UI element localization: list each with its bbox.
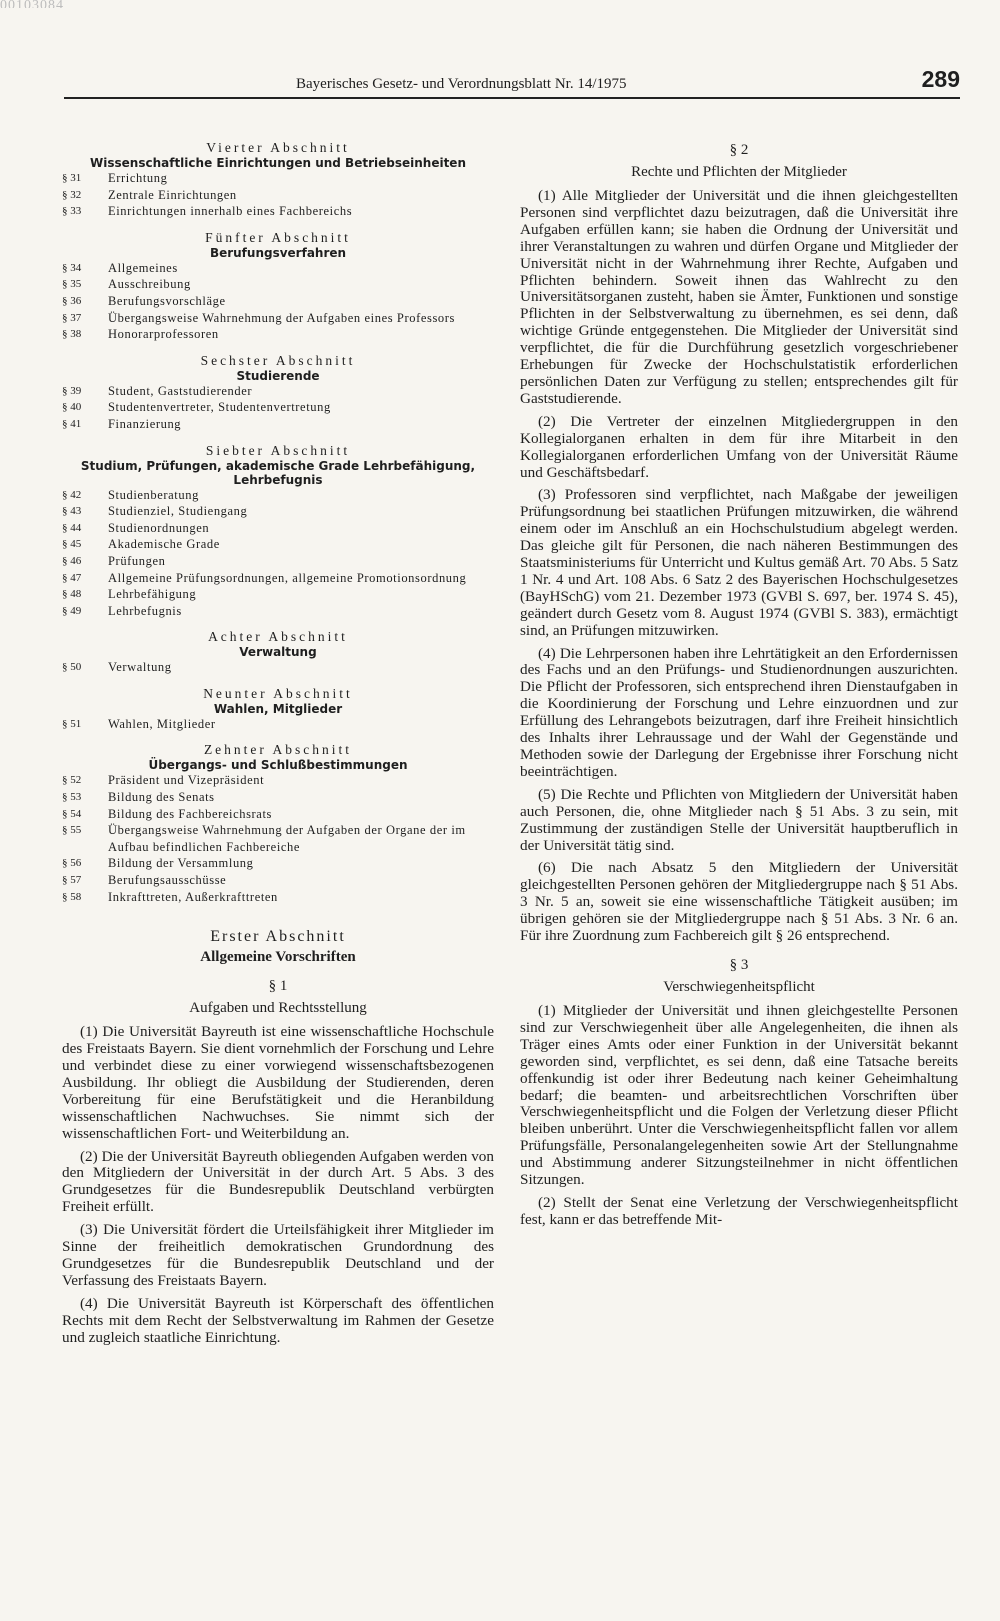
section-heading: Erster Abschnitt	[210, 928, 346, 946]
toc-entry	[62, 536, 494, 553]
toc-entry-label: Berufungsausschüsse	[108, 873, 227, 888]
toc-entry-label: Bildung der Versammlung	[108, 856, 254, 871]
toc-entry-number: § 43	[62, 505, 82, 518]
toc-entry-label: Studienziel, Studiengang	[108, 504, 248, 519]
toc-entry-label: Übergangsweise Wahrnehmung der Aufgaben eines Professors	[108, 310, 455, 325]
header-rule	[64, 97, 960, 99]
toc-entry-label: Studienordnungen	[108, 520, 210, 535]
section-subtitle: Allgemeine Vorschriften	[200, 949, 356, 966]
toc-entry-label: Finanzierung	[108, 416, 182, 431]
paragraph-sign: § 3	[729, 956, 749, 973]
toc-entry-label: Einrichtungen innerhalb eines Fachbereichs	[108, 204, 353, 219]
toc-entry-number: § 38	[62, 328, 82, 341]
body-paragraph: (5) Die Rechte und Pflichten von Mitgliedern der Universität haben auch Personen, die, ohne Mitglieder nach § 51 Abs. 3 zu sein, mit Zustimmung der zuständigen Stelle der Universität hauptberuflich in der Universität tätig sind.	[520, 785, 958, 854]
page-header	[64, 62, 960, 100]
toc-section	[62, 686, 494, 733]
toc-section-heading: Neunter Abschnitt	[203, 685, 353, 701]
toc-entry-label: Akademische Grade	[108, 537, 220, 552]
paragraph-body	[520, 1003, 958, 1229]
toc-section-heading: Zehnter Abschnitt	[203, 742, 353, 758]
toc-entry-number: § 31	[62, 172, 82, 184]
toc-entry-number: § 51	[62, 717, 82, 730]
toc-entry	[62, 872, 494, 889]
toc-entry	[62, 806, 494, 823]
toc-entry	[62, 659, 494, 676]
page-number: 289	[921, 66, 960, 92]
toc-entry-number: § 32	[62, 188, 82, 201]
journal-title: Bayerisches Gesetz- und Verordnungsblatt Nr. 14/1975	[296, 76, 627, 92]
body-paragraph: (3) Die Universität fördert die Urteilsfähigkeit ihrer Mitglieder im Sinne der freiheitlich demokratischen Grundordnung des Grundgesetzes für die Bundesrepublik Deutschland und der Verfassung des Freistaats Bayern.	[62, 1221, 494, 1289]
table-of-contents	[62, 140, 494, 905]
body-paragraph: (2) Die der Universität Bayreuth obliegenden Aufgaben werden von den Mitgliedern der Universität in der durch Art. 5 Abs. 3 des Grundgesetzes für die Bundesrepublik Deutschland verbürgten Freiheit erfüllt.	[62, 1147, 494, 1216]
toc-entry-label: Ausschreibung	[108, 277, 191, 292]
toc-entry-label: Prüfungen	[108, 553, 166, 568]
toc-entry-number: § 46	[62, 554, 82, 567]
toc-entry-label: Errichtung	[108, 171, 168, 185]
toc-entry	[62, 889, 494, 906]
toc-section	[62, 230, 494, 343]
toc-entry	[62, 416, 494, 433]
body-paragraph: (4) Die Lehrpersonen haben ihre Lehrtätigkeit an den Erfordernissen des Fachs und an den Prüfungs- und Studienordnungen auszurichten. Die Pflicht der Professoren, sich entsprechend ihren Dienstaufgaben in die Koordinierung der Forschung und Lehre einzuordnen und zur Erfüllung des Lehrangebots beizutragen, darf ihre Freiheit hinsichtlich des Inhalts ihrer Lehraussage und der Wahl der Gegenstände und Methoden sowie der Darlegung der Ergebnisse ihrer Forschung nicht beeinträchtigen.	[520, 644, 958, 780]
toc-entry	[62, 855, 494, 872]
toc-entry-label: Wahlen, Mitglieder	[108, 716, 216, 731]
paragraph-body	[520, 188, 958, 945]
toc-entry	[62, 822, 494, 855]
right-column	[520, 140, 958, 1235]
paragraph-title: Rechte und Pflichten der Mitglieder	[631, 164, 847, 180]
toc-section	[62, 353, 494, 433]
toc-section	[62, 629, 494, 676]
section-3	[520, 955, 958, 1229]
toc-entry	[62, 170, 494, 187]
toc-section-subtitle: Studierende	[236, 368, 320, 383]
toc-entry-number: § 48	[62, 588, 82, 601]
toc-section-heading: Vierter Abschnitt	[206, 140, 350, 155]
body-paragraph: (2) Stellt der Senat eine Verletzung der Verschwiegenheitspflicht fest, kann er das betreffende Mit-	[520, 1193, 958, 1228]
left-column	[62, 140, 494, 1353]
toc-section	[62, 742, 494, 905]
toc-entry-label: Inkrafttreten, Außerkrafttreten	[108, 889, 278, 904]
toc-entry	[62, 586, 494, 603]
toc-entry-number: § 54	[62, 807, 82, 820]
toc-entry	[62, 310, 494, 327]
toc-entry	[62, 326, 494, 343]
toc-entry-label: Honorarprofessoren	[108, 327, 219, 342]
toc-entry	[62, 503, 494, 520]
toc-entry	[62, 789, 494, 806]
toc-entry-number: § 53	[62, 791, 82, 804]
toc-entry-number: § 37	[62, 311, 82, 324]
toc-section-subtitle: Berufungsverfahren	[209, 245, 347, 260]
toc-entry-number: § 35	[62, 278, 82, 291]
toc-entry-number: § 55	[62, 824, 82, 837]
body-paragraph: (4) Die Universität Bayreuth ist Körperschaft des öffentlichen Rechts mit dem Recht der Selbstverwaltung im Rahmen der Gesetze und zugleich staatliche Einrichtung.	[62, 1294, 494, 1346]
toc-entry	[62, 570, 494, 587]
toc-section-subtitle: Verwaltung	[239, 645, 317, 660]
toc-entry-label: Allgemeine Prüfungsordnungen, allgemeine Promotionsordnung	[108, 570, 467, 585]
toc-entry	[62, 520, 494, 537]
toc-entry-number: § 42	[62, 488, 82, 501]
toc-entry	[62, 603, 494, 620]
toc-entry	[62, 553, 494, 570]
toc-entry-label: Lehrbefugnis	[108, 603, 182, 618]
toc-entry	[62, 276, 494, 293]
paragraph-sign: § 2	[729, 142, 749, 158]
paragraph-title: Aufgaben und Rechtsstellung	[189, 1000, 367, 1017]
paragraph-body	[62, 1024, 494, 1346]
paragraph-title: Verschwiegenheitspflicht	[663, 978, 815, 995]
toc-entry	[62, 203, 494, 220]
toc-entry-label: Bildung des Senats	[108, 790, 215, 805]
toc-entry-label: Allgemeines	[108, 260, 178, 275]
toc-entry-number: § 41	[62, 417, 82, 430]
body-paragraph: (3) Professoren sind verpflichtet, nach Maßgabe der jeweiligen Prüfungsordnung bei staatlichen Prüfungen mitzuwirken, die während einem oder im Anschluß an ein Hochschulstudium abgelegt werden. Das gleiche gilt für Personen, die nach näheren Bestimmungen des Staatsministeriums für Unterricht und Kultus gemäß Art. 70 Abs. 5 Satz 1 Nr. 4 und Art. 108 Abs. 6 Satz 2 des Bayerischen Hochschulgesetzes (BayHSchG) vom 21. Dezember 1973 (GVBl S. 697, ber. 1974 S. 45), geändert durch Gesetz vom 8. August 1974 (GVBl S. 383), ermächtigt sind, an Prüfungen mitzuwirken.	[520, 486, 958, 639]
toc-entry	[62, 383, 494, 400]
toc-entry	[62, 293, 494, 310]
toc-entry-label: Präsident und Vizepräsident	[108, 773, 265, 788]
toc-section-heading: Achter Abschnitt	[208, 629, 348, 645]
toc-entry	[62, 716, 494, 733]
body-paragraph: (1) Mitglieder der Universität und ihnen gleichgestellte Personen sind zur Verschwiegenheit über alle Angelegenheiten, die ihnen als Träger eines Amts oder einer Funktion in der Universität bekannt geworden sind, verpflichtet, es sei denn, daß eine Tatsache bereits offenkundig ist oder ihrer Bedeutung nach keiner Geheimhaltung bedarf; die beamten- und arbeitsrechtlichen Vorschriften über Verschwiegenheitspflicht und die Folgen der Verletzung dieser Pflicht bleiben unberührt. Unter die Verschwiegenheitspflicht fallen vor allem Prüfungsfälle, Personalangelegenheiten sowie Art der Stellungnahme und Abstimmung anderer Sitzungsteilnehmer in nicht öffentlichen Sitzungen.	[520, 1001, 958, 1189]
toc-entry-label: Lehrbefähigung	[108, 587, 197, 602]
toc-entry-label: Studienberatung	[108, 487, 199, 502]
toc-entry-label: Bildung des Fachbereichsrats	[108, 806, 272, 821]
toc-entry-label: Studentenvertreter, Studentenvertretung	[108, 400, 331, 415]
toc-section-subtitle: Übergangs- und Schlußbestimmungen	[148, 758, 408, 773]
toc-entry-number: § 49	[62, 604, 82, 617]
toc-entry-number: § 45	[62, 538, 82, 551]
toc-entry-number: § 56	[62, 857, 82, 870]
paragraph-sign: § 1	[268, 978, 288, 995]
toc-section-subtitle: Wahlen, Mitglieder	[213, 701, 343, 716]
section-1	[62, 927, 494, 1346]
scan-number: 00103084	[0, 0, 64, 8]
body-paragraph: (2) Die Vertreter der einzelnen Mitgliedergruppen in den Kollegialorganen erhalten in dem für ihre Mitarbeit in den Kollegialorganen erforderlichen Umfang von der Universität Räume und Geschäftsbedarf.	[520, 412, 958, 481]
body-paragraph: (1) Alle Mitglieder der Universität und die ihnen gleichgestellten Personen sind verpflichtet dazu beizutragen, daß die Universität ihre Aufgaben erfüllen kann; sie haben die Ordnung der Universität und ihrer Veranstaltungen zu wahren und dürfen Organe und Mitglieder der Universität nicht in der Wahrnehmung ihrer Rechte, Aufgaben und Pflichten behindern. Soweit ihnen das Wahlrecht zu den Universitätsorganen zusteht, haben sie Ämter, Funktionen und sonstige Pflichten in der Selbstverwaltung zu übernehmen, es sei denn, daß wichtige Gründe entgegenstehen. Die Mitglieder der Universität sind verpflichtet, die für die Durchführung gesetzlich vorgeschriebener Erhebungen für Zwecke der Hochschulstatistik erforderlichen persönlichen Daten zur Verfügung zu stellen; entsprechendes gilt für Gaststudierende.	[520, 187, 958, 407]
toc-entry-label: Verwaltung	[108, 660, 172, 675]
toc-entry-number: § 44	[62, 521, 82, 534]
toc-section	[62, 140, 494, 220]
toc-entry-number: § 47	[62, 571, 82, 584]
toc-section-subtitle: Wissenschaftliche Einrichtungen und Betriebseinheiten	[90, 156, 466, 170]
toc-entry-number: § 36	[62, 294, 82, 307]
toc-section-heading: Sechster Abschnitt	[200, 352, 356, 368]
toc-entry	[62, 772, 494, 789]
toc-entry-number: § 57	[62, 874, 82, 887]
toc-section-heading: Siebter Abschnitt	[205, 442, 351, 458]
section-2	[520, 140, 958, 945]
toc-entry-label: Berufungsvorschläge	[108, 293, 226, 308]
toc-entry-number: § 34	[62, 261, 82, 274]
toc-entry-label: Zentrale Einrichtungen	[108, 187, 237, 202]
toc-entry-number: § 33	[62, 205, 82, 218]
toc-entry	[62, 399, 494, 416]
toc-entry-number: § 40	[62, 401, 82, 414]
toc-entry	[62, 187, 494, 204]
toc-entry-label: Übergangsweise Wahrnehmung der Aufgaben der Organe der im Aufbau befindlichen Fachbereiche	[108, 823, 466, 854]
body-paragraph: (6) Die nach Absatz 5 den Mitgliedern der Universität gleichgestellten Personen gehören der Mitgliedergruppe nach § 51 Abs. 3 Nr. 5 an, soweit sie eine wissenschaftliche Tätigkeit ausüben; im übrigen gehören sie der Mitgliedergruppe nach § 51 Abs. 3 Nr. 6 an. Für ihre Zuordnung zum Fachbereich gilt § 26 entsprechend.	[520, 859, 958, 945]
toc-entry-number: § 50	[62, 661, 82, 674]
toc-entry-number: § 39	[62, 384, 82, 397]
toc-entry-number: § 52	[62, 774, 82, 787]
body-paragraph: (1) Die Universität Bayreuth ist eine wissenschaftliche Hochschule des Freistaats Bayern. Sie dient vornehmlich der Forschung und Lehre und verbindet diese zu einer vorwiegend wissenschaftsbezogenen Ausbildung. Ihr obliegt die Ausbildung der Studierenden, deren Vorbereitung für eine Berufstätigkeit und die Heranbildung wissenschaftlichen Nachwuchses. Sie nimmt sich der wissenschaftlichen Fort- und Weiterbildung an.	[62, 1023, 494, 1142]
toc-entry-label: Student, Gaststudierender	[108, 383, 253, 398]
toc-entry	[62, 487, 494, 504]
toc-section	[62, 443, 494, 620]
toc-entry	[62, 260, 494, 277]
toc-section-heading: Fünfter Abschnitt	[205, 229, 351, 245]
toc-section-subtitle: Studium, Prüfungen, akademische Grade Lehrbefähigung, Lehrbefugnis	[80, 458, 476, 487]
toc-entry-number: § 58	[62, 890, 82, 903]
